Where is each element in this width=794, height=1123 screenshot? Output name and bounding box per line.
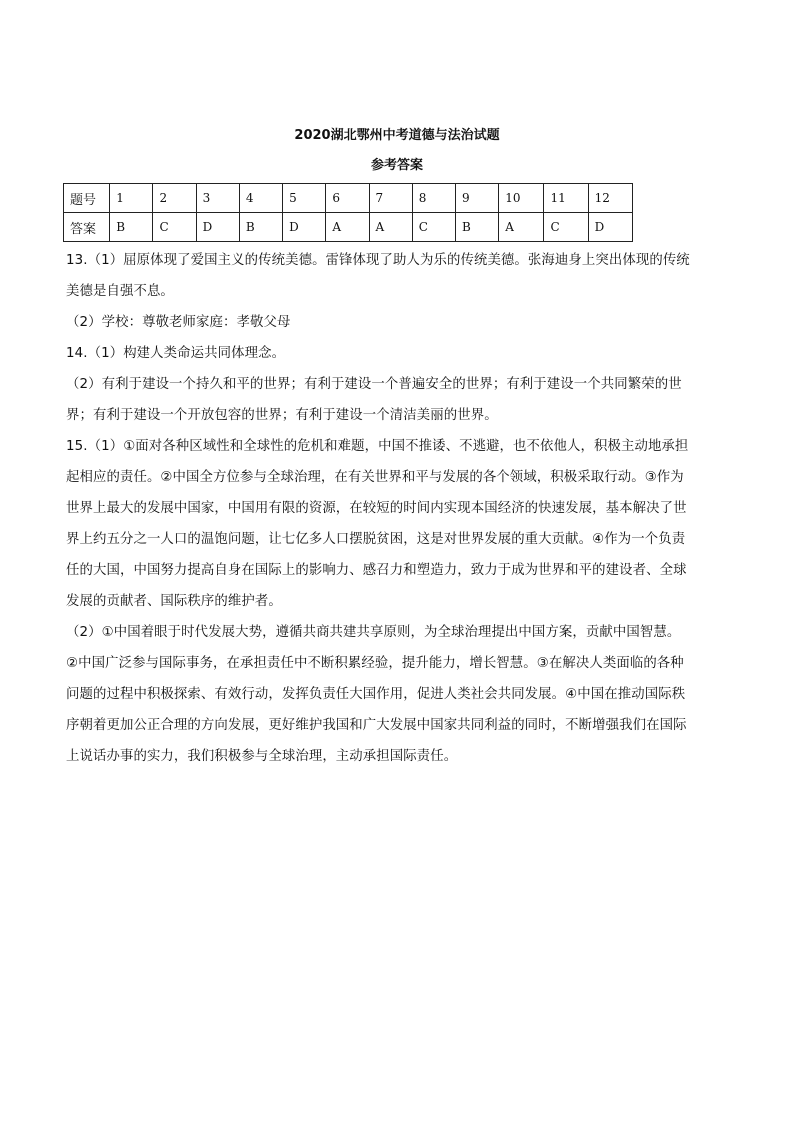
question-number-cell: 1 bbox=[110, 184, 153, 213]
answer-cell: D bbox=[196, 213, 239, 242]
answer-body bbox=[66, 245, 732, 772]
q14-line: 14.（1）构建人类命运共同体理念。 bbox=[66, 346, 286, 361]
question-number-row bbox=[64, 184, 633, 213]
document-title: 2020湖北鄂州中考道德与法治试题 bbox=[294, 128, 500, 143]
answer-key-heading: 参考答案 bbox=[370, 158, 423, 173]
answer-cell: D bbox=[588, 213, 632, 242]
answer-row bbox=[64, 213, 633, 242]
answer-cell: C bbox=[544, 213, 588, 242]
q15-line: 序朝着更加公正合理的方向发展，更好维护我国和广大发展中国家共同利益的同时，不断增强我们在国际 bbox=[66, 718, 687, 733]
q13-line: 美德是自强不息。 bbox=[66, 284, 174, 299]
answer-cell: B bbox=[455, 213, 498, 242]
question-number-cell: 11 bbox=[544, 184, 588, 213]
q15-line: 15.（1）①面对各种区域性和全球性的危机和难题，中国不推诿、不逃避，也不依他人，积极主动地承担 bbox=[66, 439, 689, 454]
answer-cell: D bbox=[283, 213, 326, 242]
answer-cell: A bbox=[499, 213, 544, 242]
question-number-cell: 8 bbox=[412, 184, 455, 213]
answer-cell: B bbox=[239, 213, 282, 242]
answer-cell: C bbox=[153, 213, 196, 242]
q15-line: 界上约五分之一人口的温饱问题，让七亿多人口摆脱贫困，这是对世界发展的重大贡献。④作为一个负责 bbox=[66, 532, 686, 547]
q15-line: 起相应的责任。②中国全方位参与全球治理，在有关世界和平与发展的各个领域，积极采取行动。③作为 bbox=[66, 470, 684, 485]
q13-line: 13.（1）屈原体现了爱国主义的传统美德。雷锋体现了助人为乐的传统美德。张海迪身上突出体现的传统 bbox=[66, 253, 690, 268]
q15-line: 上说话办事的实力，我们积极参与全球治理，主动承担国际责任。 bbox=[66, 749, 458, 764]
q14-line: （2）有利于建设一个持久和平的世界；有利于建设一个普遍安全的世界；有利于建设一个共同繁荣的世 bbox=[66, 377, 682, 392]
question-number-cell: 2 bbox=[153, 184, 196, 213]
answer-cell: C bbox=[412, 213, 455, 242]
question-number-cell: 12 bbox=[588, 184, 632, 213]
answer-cell: A bbox=[369, 213, 412, 242]
q15-line: （2）①中国着眼于时代发展大势，遵循共商共建共享原则，为全球治理提出中国方案，贡献中国智慧。 bbox=[66, 625, 681, 640]
question-number-cell: 6 bbox=[326, 184, 369, 213]
q15-line: 问题的过程中积极探索、有效行动，发挥负责任大国作用，促进人类社会共同发展。④中国在推动国际秩 bbox=[66, 687, 686, 702]
q15-line: ②中国广泛参与国际事务，在承担责任中不断积累经验，提升能力，增长智慧。③在解决人类面临的各种 bbox=[66, 656, 684, 671]
question-number-cell: 3 bbox=[196, 184, 239, 213]
question-number-cell: 5 bbox=[283, 184, 326, 213]
q14-line: 界；有利于建设一个开放包容的世界；有利于建设一个清洁美丽的世界。 bbox=[66, 408, 498, 423]
q15-line: 发展的贡献者、国际秩序的维护者。 bbox=[66, 594, 282, 609]
question-number-cell: 9 bbox=[455, 184, 498, 213]
answer-cell: B bbox=[110, 213, 153, 242]
question-number-cell: 4 bbox=[239, 184, 282, 213]
q15-line: 任的大国，中国努力提高自身在国际上的影响力、感召力和塑造力，致力于成为世界和平的建设者、全球 bbox=[66, 563, 687, 578]
answer-table bbox=[63, 183, 633, 242]
question-number-cell: 10 bbox=[499, 184, 544, 213]
q15-line: 世界上最大的发展中国家，中国用有限的资源，在较短的时间内实现本国经济的快速发展，基本解决了世 bbox=[66, 501, 687, 516]
question-number-cell: 7 bbox=[369, 184, 412, 213]
answer-label: 答案 bbox=[64, 213, 110, 242]
answer-cell: A bbox=[326, 213, 369, 242]
question-number-label: 题号 bbox=[64, 184, 110, 213]
q13-line: （2）学校：尊敬老师家庭：孝敬父母 bbox=[66, 315, 291, 330]
